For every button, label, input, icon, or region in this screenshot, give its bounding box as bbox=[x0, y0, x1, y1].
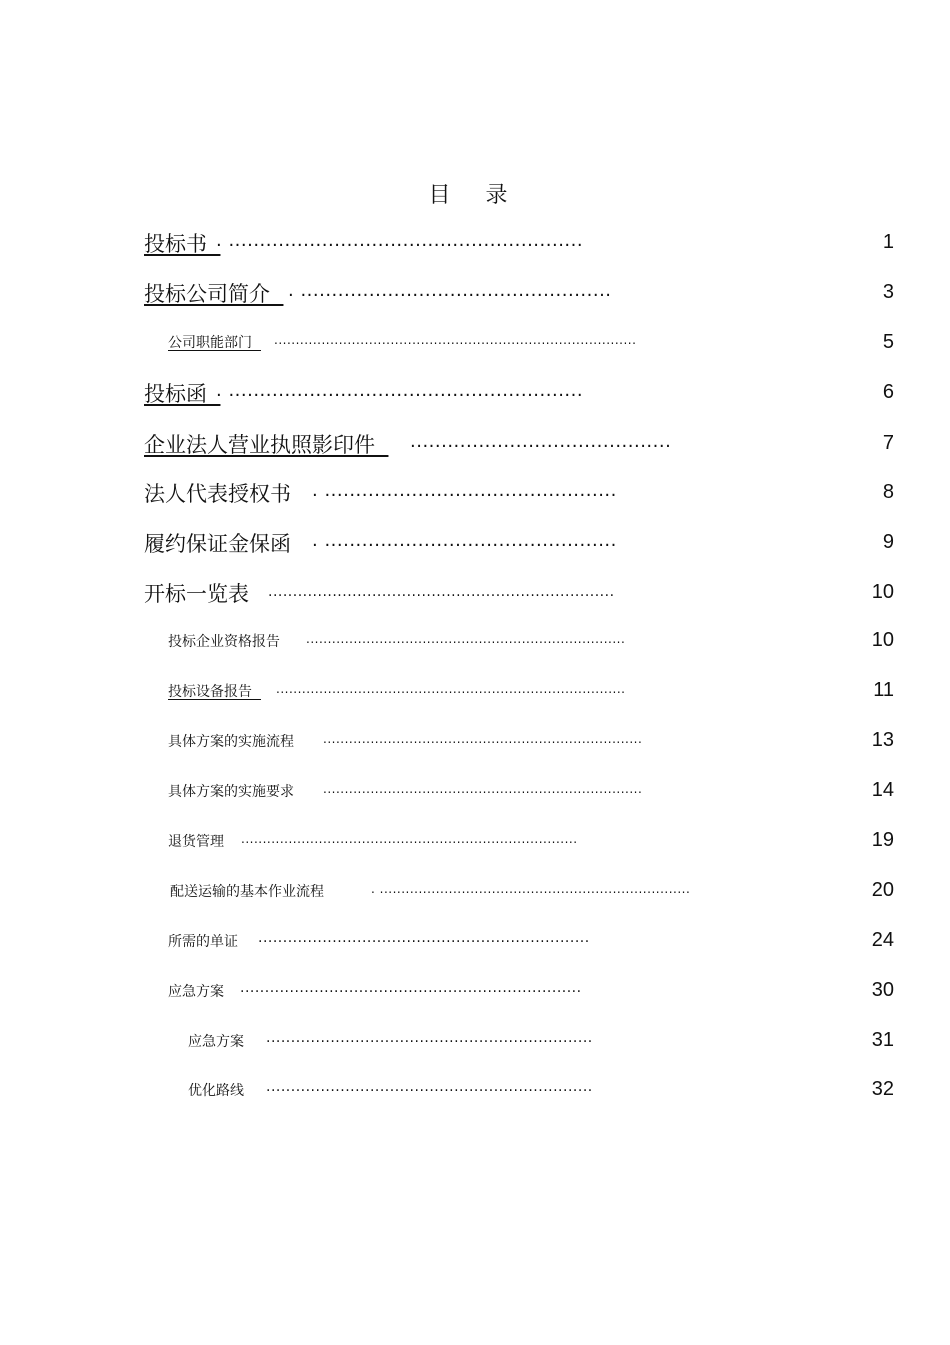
toc-entry-leader: . ......................................................... bbox=[216, 230, 584, 251]
toc-entry-label: 配送运输的基本作业流程 bbox=[170, 884, 324, 900]
toc-entry[interactable] bbox=[0, 981, 950, 1011]
toc-entry-label: 具体方案的实施要求 bbox=[168, 784, 294, 800]
toc-entry[interactable] bbox=[0, 228, 950, 258]
toc-entry[interactable] bbox=[0, 1031, 950, 1061]
toc-entry-label: 优化路线 bbox=[188, 1083, 244, 1099]
toc-entry[interactable] bbox=[0, 931, 950, 961]
toc-entry-label: 投标公司简介 bbox=[144, 282, 270, 306]
toc-title: 目 录 bbox=[428, 183, 522, 208]
toc-entry[interactable] bbox=[0, 781, 950, 811]
toc-entry[interactable] bbox=[0, 831, 950, 861]
toc-entry[interactable] bbox=[0, 578, 950, 608]
toc-entry-page: 30 bbox=[871, 979, 894, 1001]
toc-entry-page: 10 bbox=[871, 581, 894, 603]
toc-entry-label: 投标企业资格报告 bbox=[168, 634, 280, 650]
toc-entry-label: 开标一览表 bbox=[144, 582, 249, 606]
toc-entry-label: 法人代表授权书 bbox=[144, 482, 291, 506]
toc-entry[interactable] bbox=[0, 278, 950, 308]
toc-entry[interactable] bbox=[0, 681, 950, 711]
toc-entry[interactable] bbox=[0, 881, 950, 911]
toc-entry[interactable] bbox=[0, 332, 950, 362]
toc-entry-leader: .................................................................. bbox=[266, 1079, 593, 1095]
toc-entry-label: 履约保证金保函 bbox=[144, 532, 291, 556]
toc-entry-label: 投标函 bbox=[144, 382, 207, 406]
toc-entry-page: 10 bbox=[871, 629, 894, 651]
toc-entry-leader: ................................................................................. bbox=[276, 682, 626, 696]
toc-entry-page: 8 bbox=[882, 481, 894, 503]
toc-entry-leader: ................................................................... bbox=[258, 930, 590, 946]
toc-entry[interactable] bbox=[0, 631, 950, 661]
toc-entry-label: 应急方案 bbox=[188, 1034, 244, 1050]
toc-entry-page: 11 bbox=[873, 679, 894, 701]
toc-entry-leader: .......................................................................... bbox=[323, 782, 643, 796]
toc-entry-leader: . ......................................................... bbox=[216, 380, 584, 401]
toc-entry[interactable] bbox=[0, 429, 950, 459]
toc-entry-leader: .......................................................................... bbox=[306, 632, 626, 646]
toc-entry-leader: .......................................................................... bbox=[323, 732, 643, 746]
toc-entry-leader: .................................................................. bbox=[266, 1030, 593, 1046]
toc-entry-label: 公司职能部门 bbox=[168, 335, 252, 351]
toc-entry-page: 3 bbox=[882, 281, 894, 303]
toc-entry-leader: . ............................................... bbox=[312, 530, 617, 551]
toc-entry-label: 退货管理 bbox=[168, 834, 224, 850]
toc-entry-page: 6 bbox=[882, 381, 894, 403]
toc-entry[interactable] bbox=[0, 528, 950, 558]
toc-entry-leader: ...................................................................... bbox=[268, 584, 615, 600]
toc-entry-page: 24 bbox=[871, 929, 894, 951]
toc-entry-label: 具体方案的实施流程 bbox=[168, 734, 294, 750]
toc-entry[interactable] bbox=[0, 478, 950, 508]
toc-entry-leader: ..................................................................... bbox=[240, 980, 582, 996]
toc-entry[interactable] bbox=[0, 378, 950, 408]
toc-entry-page: 32 bbox=[871, 1078, 894, 1100]
toc-entry-page: 1 bbox=[882, 231, 894, 253]
toc-entry-page: 7 bbox=[882, 432, 894, 454]
toc-entry-label: 所需的单证 bbox=[168, 934, 238, 950]
toc-entry-label: 投标设备报告 bbox=[168, 684, 252, 700]
toc-entry[interactable] bbox=[0, 1080, 950, 1110]
toc-entry-label: 投标书 bbox=[144, 232, 207, 256]
toc-entry-page: 5 bbox=[882, 331, 894, 353]
toc-entry-leader: . ............................................... bbox=[312, 480, 617, 501]
toc-entry-label: 企业法人营业执照影印件 bbox=[144, 433, 375, 457]
toc-entry-leader: . ........................................................................ bbox=[371, 882, 691, 896]
toc-entry-page: 31 bbox=[871, 1029, 894, 1051]
toc-entry-page: 20 bbox=[871, 879, 894, 901]
toc-entry-leader: .................................................................................... bbox=[274, 333, 637, 347]
toc-entry-page: 13 bbox=[871, 729, 894, 751]
toc-entry-leader: .............................................................................. bbox=[241, 832, 578, 846]
toc-entry[interactable] bbox=[0, 731, 950, 761]
toc-entry-leader: . .................................................. bbox=[288, 280, 612, 301]
toc-entry-leader: .......................................... bbox=[410, 431, 672, 452]
toc-entry-page: 9 bbox=[882, 531, 894, 553]
toc-entry-label: 应急方案 bbox=[168, 984, 224, 1000]
toc-entry-page: 14 bbox=[871, 779, 894, 801]
toc-entry-page: 19 bbox=[871, 829, 894, 851]
